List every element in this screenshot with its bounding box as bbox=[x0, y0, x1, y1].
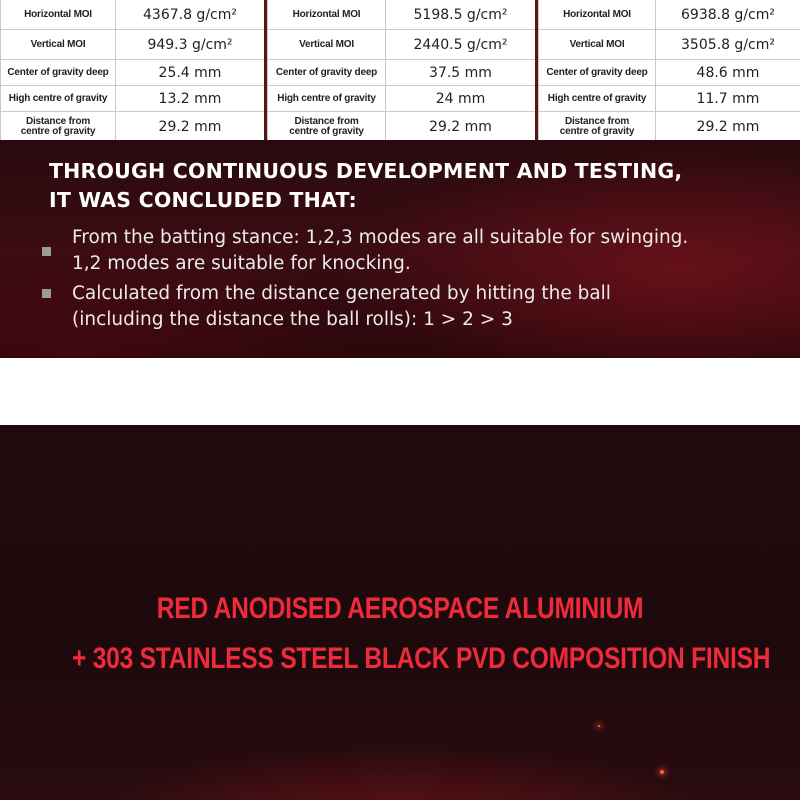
spec-tables bbox=[0, 0, 800, 140]
row-label bbox=[539, 112, 656, 142]
table-row bbox=[268, 60, 536, 86]
row-value: 6938.8 g/cm² bbox=[656, 0, 800, 30]
row-value: 11.7 mm bbox=[656, 86, 800, 112]
row-value: 2440.5 g/cm² bbox=[386, 30, 536, 60]
row-label bbox=[268, 112, 386, 142]
row-value: 4367.8 g/cm² bbox=[116, 0, 265, 30]
conclusion-heading-line: IT WAS CONCLUDED THAT: bbox=[49, 188, 357, 212]
row-label: High centre of gravity bbox=[1, 86, 116, 112]
bullet-square-icon bbox=[42, 247, 51, 256]
row-value: 5198.5 g/cm² bbox=[386, 0, 536, 30]
table-row bbox=[1, 0, 265, 30]
bullet-square-icon bbox=[42, 289, 51, 298]
row-value: 29.2 mm bbox=[386, 112, 536, 142]
row-label: Vertical MOI bbox=[268, 30, 386, 60]
row-value: 29.2 mm bbox=[116, 112, 265, 142]
spec-table-mode-2 bbox=[267, 0, 536, 142]
table-row bbox=[1, 60, 265, 86]
row-label: Center of gravity deep bbox=[1, 60, 116, 86]
table-row bbox=[268, 0, 536, 30]
row-label-line: Distance from bbox=[294, 115, 359, 127]
finish-title-line: + 303 STAINLESS STEEL BLACK PVD COMPOSITION FINISH bbox=[72, 642, 771, 675]
bullet-text bbox=[72, 281, 782, 333]
table-row bbox=[1, 30, 265, 60]
row-value: 25.4 mm bbox=[116, 60, 265, 86]
row-label: Center of gravity deep bbox=[268, 60, 386, 86]
row-label-line: centre of gravity bbox=[20, 125, 96, 137]
row-label bbox=[1, 112, 116, 142]
bullet-line: 1,2 modes are suitable for knocking. bbox=[72, 253, 411, 274]
row-value: 3505.8 g/cm² bbox=[656, 30, 800, 60]
row-label: Horizontal MOI bbox=[1, 0, 116, 30]
row-label-line: centre of gravity bbox=[559, 125, 635, 137]
spark-decoration bbox=[598, 725, 600, 727]
spec-table-mode-3 bbox=[538, 0, 800, 142]
row-value: 949.3 g/cm² bbox=[116, 30, 265, 60]
row-value: 48.6 mm bbox=[656, 60, 800, 86]
table-row bbox=[1, 112, 265, 142]
row-value: 24 mm bbox=[386, 86, 536, 112]
table-row bbox=[539, 60, 800, 86]
row-label: Horizontal MOI bbox=[268, 0, 386, 30]
table-row bbox=[539, 86, 800, 112]
spec-table-mode-1 bbox=[0, 0, 265, 142]
row-label: Vertical MOI bbox=[539, 30, 656, 60]
conclusion-heading bbox=[49, 157, 769, 215]
row-label-line: centre of gravity bbox=[289, 125, 364, 137]
row-value: 37.5 mm bbox=[386, 60, 536, 86]
table-row bbox=[539, 0, 800, 30]
table-row bbox=[268, 30, 536, 60]
row-label: Horizontal MOI bbox=[539, 0, 656, 30]
conclusion-heading-line: THROUGH CONTINUOUS DEVELOPMENT AND TESTING, bbox=[49, 159, 683, 183]
bullet-line: Calculated from the distance generated by hitting the ball bbox=[72, 283, 611, 304]
table-row bbox=[268, 112, 536, 142]
row-value: 13.2 mm bbox=[116, 86, 265, 112]
spark-decoration bbox=[660, 770, 664, 774]
row-label-line: Distance from bbox=[564, 115, 630, 127]
bullet-line: From the batting stance: 1,2,3 modes are all suitable for swinging. bbox=[72, 227, 689, 248]
row-label: Center of gravity deep bbox=[539, 60, 656, 86]
row-value: 29.2 mm bbox=[656, 112, 800, 142]
section-gap bbox=[0, 358, 800, 425]
finish-title-line: RED ANODISED AEROSPACE ALUMINIUM bbox=[156, 592, 644, 625]
row-label: Vertical MOI bbox=[1, 30, 116, 60]
conclusion-section bbox=[0, 140, 800, 358]
table-row bbox=[1, 86, 265, 112]
table-row bbox=[539, 30, 800, 60]
bullet-text bbox=[72, 225, 782, 277]
table-row bbox=[268, 86, 536, 112]
row-label: High centre of gravity bbox=[268, 86, 386, 112]
row-label-line: Distance from bbox=[25, 115, 91, 127]
finish-section bbox=[0, 425, 800, 800]
bullet-line: (including the distance the ball rolls): 1 > 2 > 3 bbox=[72, 309, 513, 330]
row-label: High centre of gravity bbox=[539, 86, 656, 112]
table-row bbox=[539, 112, 800, 142]
